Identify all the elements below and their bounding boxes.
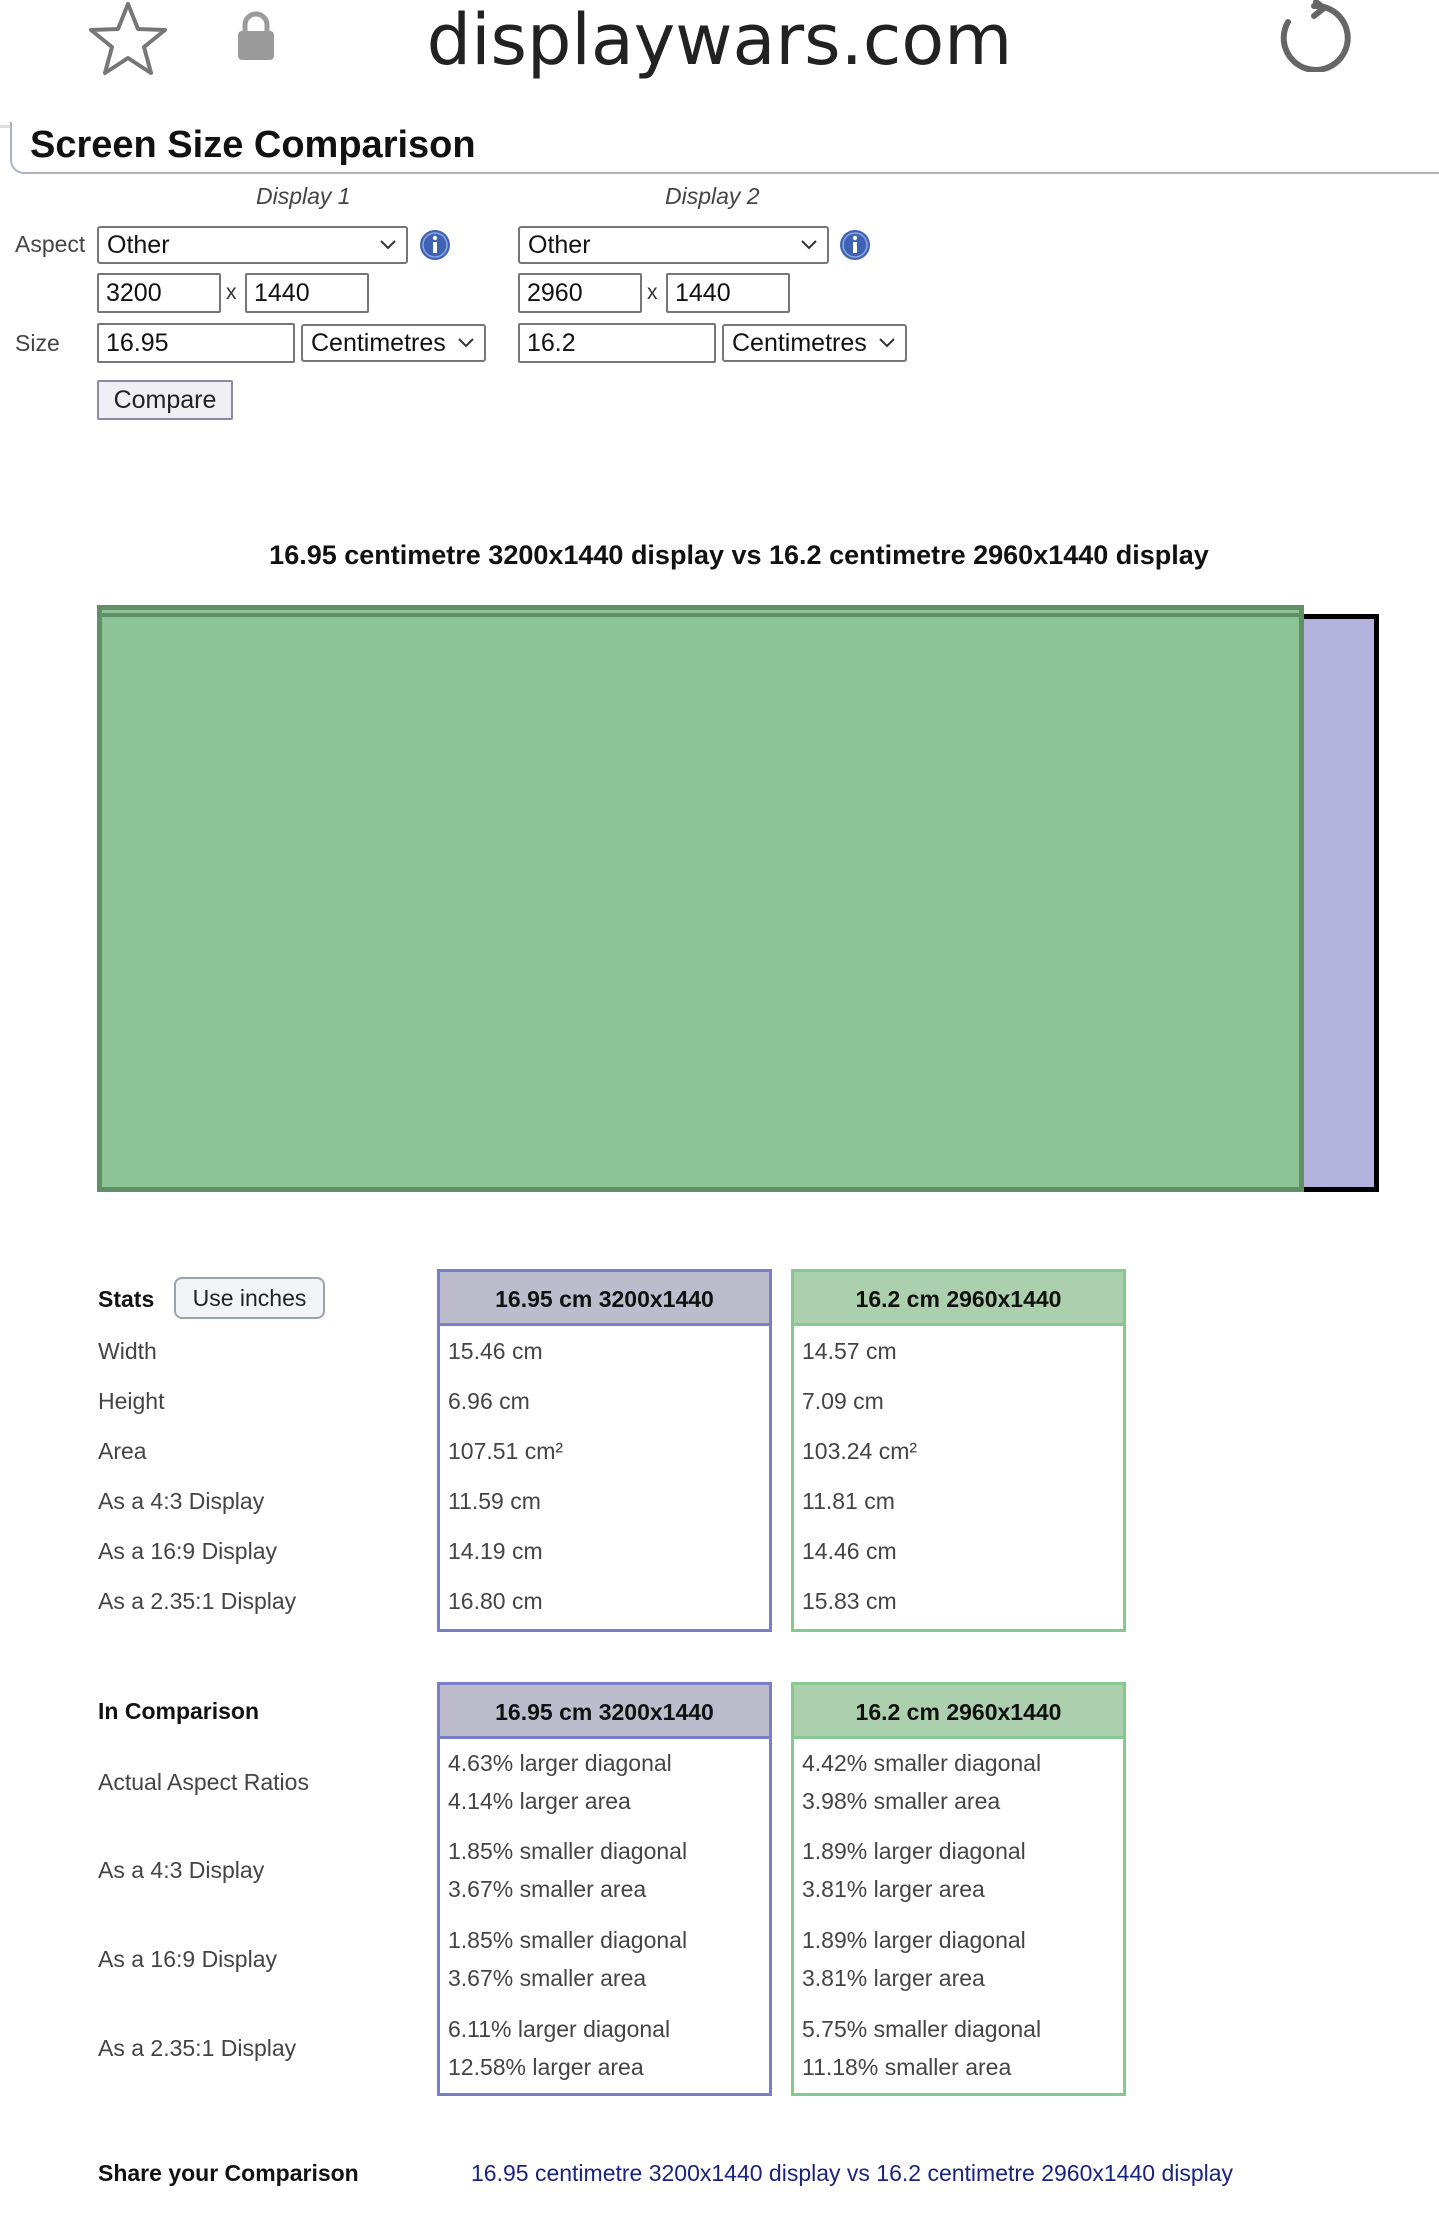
share-link[interactable]: 16.95 centimetre 3200x1440 display vs 16.2 centimetre 2960x1440 display [471,2160,1234,2186]
share-heading: Share your Comparison [98,2160,359,2186]
reload-icon[interactable] [1272,0,1352,72]
comparison-cell: 3.67% smaller area [448,1876,647,1902]
stats-table-display2 [791,1269,1126,1632]
info-icon[interactable] [839,229,871,261]
display1-aspect-value: Other [107,231,170,259]
comparison-cell: 3.98% smaller area [802,1788,1001,1814]
browser-toolbar [0,0,1439,128]
stats-cell: 16.80 cm [448,1588,543,1614]
stats-cell: 6.96 cm [448,1388,530,1414]
stats-row-label: As a 2.35:1 Display [98,1588,297,1614]
comparison-row-label: As a 2.35:1 Display [98,2035,297,2061]
display1-height-input[interactable]: 1440 [245,273,369,313]
display2-unit-value: Centimetres [732,329,867,357]
chevron-down-icon [799,234,819,254]
size-label: Size [15,330,60,356]
display1-unit-value: Centimetres [311,329,446,357]
stats-cell: 103.24 cm² [802,1438,918,1464]
stats-row-label: As a 16:9 Display [98,1538,277,1564]
page-title: Screen Size Comparison [30,124,476,166]
display2-heading: Display 2 [665,183,760,209]
address-bar-domain[interactable]: displaywars.com [426,0,1013,81]
display2-unit-select[interactable] [722,324,907,362]
stats-row-label: Width [98,1338,157,1364]
chevron-down-icon [877,332,897,352]
compare-button[interactable]: Compare [97,380,233,420]
comparison-cell: 3.81% larger area [802,1965,985,1991]
stats-row-label: Area [98,1438,147,1464]
display2-size-input[interactable]: 16.2 [518,323,716,363]
info-icon[interactable] [419,229,451,261]
comparison-cell: 11.18% smaller area [802,2054,1012,2080]
stats-table-display2-header: 16.2 cm 2960x1440 [794,1272,1123,1326]
comparison-cell: 4.42% smaller diagonal [802,1750,1042,1776]
stats-heading: Stats [98,1286,155,1312]
stats-cell: 14.46 cm [802,1538,897,1564]
stats-cell: 7.09 cm [802,1388,884,1414]
display1-size-input[interactable]: 16.95 [97,323,295,363]
comparison-table-display1-header: 16.95 cm 3200x1440 [440,1685,769,1739]
comparison-cell: 4.63% larger diagonal [448,1750,672,1776]
stats-cell: 107.51 cm² [448,1438,564,1464]
comparison-row-label: As a 16:9 Display [98,1946,277,1972]
display1-aspect-select[interactable] [97,226,408,264]
comparison-cell: 12.58% larger area [448,2054,644,2080]
display1-width-input[interactable]: 3200 [97,273,221,313]
stats-cell: 11.81 cm [802,1488,895,1514]
display2-width-input[interactable]: 2960 [518,273,642,313]
comparison-table-display1 [437,1682,772,2096]
display1-unit-select[interactable] [301,324,486,362]
comparison-cell: 3.81% larger area [802,1876,985,1902]
stats-cell: 15.46 cm [448,1338,543,1364]
comparison-table-display2 [791,1682,1126,2096]
stats-cell: 15.83 cm [802,1588,897,1614]
comparison-table-display2-header: 16.2 cm 2960x1440 [794,1685,1123,1739]
comparison-cell: 1.85% smaller diagonal [448,1838,688,1864]
chevron-down-icon [456,332,476,352]
comparison-row-label: As a 4:3 Display [98,1857,265,1883]
comparison-cell: 3.67% smaller area [448,1965,647,1991]
chevron-down-icon [378,234,398,254]
in-comparison-heading: In Comparison [98,1698,260,1724]
comparison-row-label: Actual Aspect Ratios [98,1769,309,1795]
stats-cell: 14.19 cm [448,1538,543,1564]
comparison-title: 16.95 centimetre 3200x1440 display vs 16.2 centimetre 2960x1440 display [269,540,1209,570]
display1-outline [97,605,1304,1192]
comparison-cell: 4.14% larger area [448,1788,631,1814]
comparison-cell: 5.75% smaller diagonal [802,2016,1042,2042]
use-inches-button[interactable]: Use inches [174,1277,325,1319]
stats-cell: 11.59 cm [448,1488,541,1514]
display2-aspect-select[interactable] [518,226,829,264]
comparison-cell: 6.11% larger diagonal [448,2016,671,2042]
display1-top-edge [102,613,1299,617]
comparison-cell: 1.89% larger diagonal [802,1838,1026,1864]
stats-table-display1-header: 16.95 cm 3200x1440 [440,1272,769,1326]
stats-row-label: Height [98,1388,165,1414]
resolution-separator: x [647,281,658,304]
display2-height-input[interactable]: 1440 [666,273,790,313]
display1-heading: Display 1 [256,183,351,209]
stats-cell: 14.57 cm [802,1338,897,1364]
stats-row-label: As a 4:3 Display [98,1488,265,1514]
aspect-label: Aspect [15,231,86,257]
stats-table-display1 [437,1269,772,1632]
comparison-cell: 1.85% smaller diagonal [448,1927,688,1953]
comparison-cell: 1.89% larger diagonal [802,1927,1026,1953]
resolution-separator: x [226,281,237,304]
display2-aspect-value: Other [528,231,591,259]
